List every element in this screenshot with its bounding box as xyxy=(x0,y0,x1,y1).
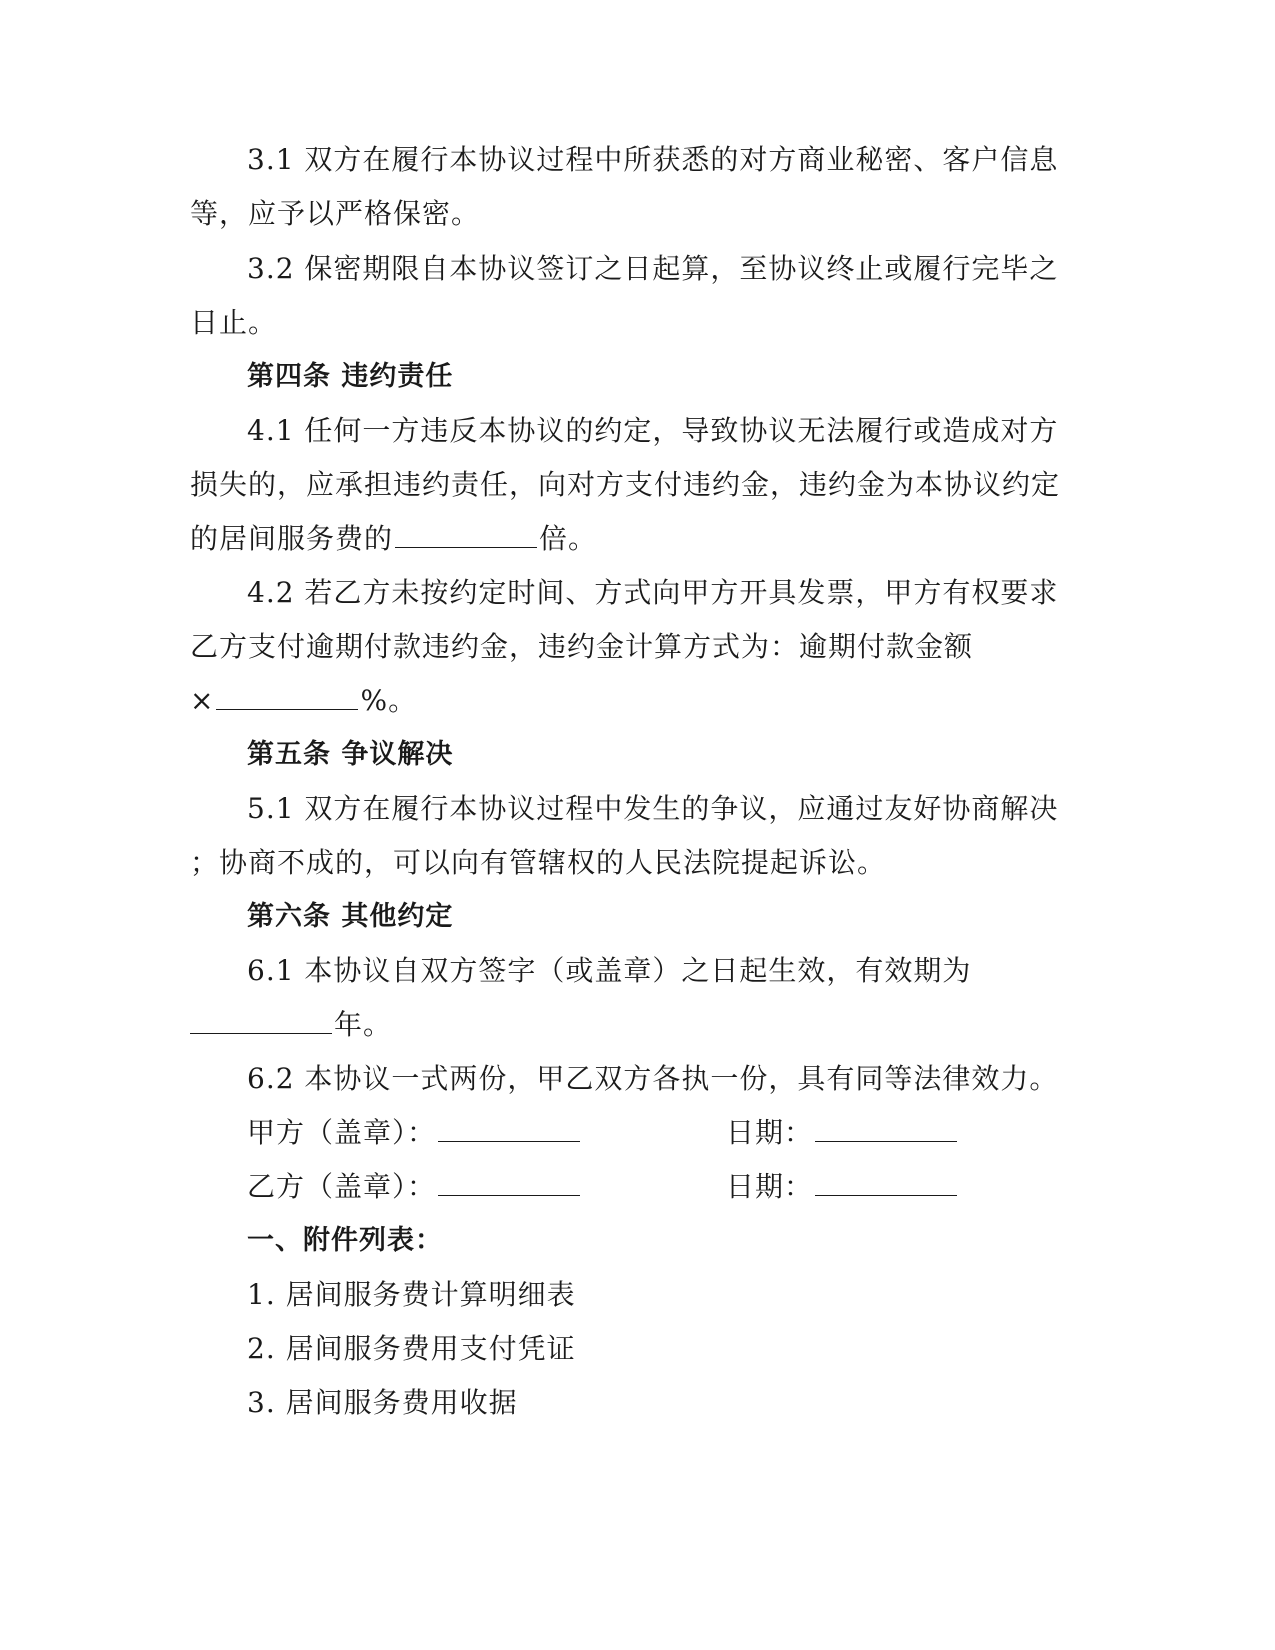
percentage-blank xyxy=(216,683,358,710)
party-a-label: 甲方（盖章）： xyxy=(247,1116,437,1149)
party-b-label: 乙方（盖章）： xyxy=(247,1170,437,1203)
clause-4-1-line-1: 4.1 任何一方违反本协议的约定，导致协议无法履行或造成对方 xyxy=(247,414,1059,447)
attachment-item: 1. 居间服务费计算明细表 xyxy=(247,1278,576,1311)
attachment-item: 2. 居间服务费用支付凭证 xyxy=(247,1332,576,1365)
party-b-signature-blank xyxy=(438,1169,580,1196)
multiplier-blank xyxy=(395,521,537,548)
clause-4-1-line-2: 损失的，应承担违约责任，向对方支付违约金，违约金为本协议约定 xyxy=(190,468,1061,501)
clause-4-2-line-2: 乙方支付逾期付款违约金，违约金计算方式为：逾期付款金额 xyxy=(190,630,974,663)
clause-6-1-text-after-blank: 年。 xyxy=(334,1008,393,1041)
article-5-heading: 第五条 争议解决 xyxy=(247,739,454,770)
clause-5-1-line-1: 5.1 双方在履行本协议过程中发生的争议，应通过友好协商解决 xyxy=(247,792,1059,825)
validity-years-blank xyxy=(190,1007,332,1034)
clause-3-1-line-1: 3.1 双方在履行本协议过程中所获悉的对方商业秘密、客户信息 xyxy=(247,143,1059,176)
clause-4-2-line-1: 4.2 若乙方未按约定时间、方式向甲方开具发票，甲方有权要求 xyxy=(247,576,1059,609)
clause-3-2-line-2: 日止。 xyxy=(190,306,278,339)
party-b-date-row xyxy=(726,1169,959,1205)
clause-3-2-line-1: 3.2 保密期限自本协议签订之日起算，至协议终止或履行完毕之 xyxy=(247,252,1059,285)
clause-5-1-line-2: ；协商不成的，可以向有管辖权的人民法院提起诉讼。 xyxy=(190,846,887,879)
party-a-signature-blank xyxy=(438,1115,580,1142)
attachment-item: 3. 居间服务费用收据 xyxy=(247,1386,518,1419)
party-b-date-blank xyxy=(815,1169,957,1196)
party-a-signature-row xyxy=(247,1115,582,1151)
party-b-signature-row xyxy=(247,1169,582,1205)
article-6-heading: 第六条 其他约定 xyxy=(247,901,454,932)
clause-6-2: 6.2 本协议一式两份，甲乙双方各执一份，具有同等法律效力。 xyxy=(247,1062,1059,1095)
clause-4-1-text-before-blank: 的居间服务费的 xyxy=(190,522,394,555)
party-a-date-blank xyxy=(815,1115,957,1142)
clause-6-1-line-1: 6.1 本协议自双方签字（或盖章）之日起生效，有效期为 xyxy=(247,954,972,987)
clause-4-1-line-3 xyxy=(190,521,597,557)
party-a-date-row xyxy=(726,1115,959,1151)
percent-sign: %。 xyxy=(360,684,418,717)
clause-6-1-line-2 xyxy=(190,1007,392,1043)
article-4-heading: 第四条 违约责任 xyxy=(247,361,454,392)
clause-4-2-line-3 xyxy=(190,683,417,719)
attachments-heading: 一、附件列表： xyxy=(247,1225,443,1256)
clause-3-1-line-2: 等，应予以严格保密。 xyxy=(190,197,481,230)
clause-4-1-text-after-blank: 倍。 xyxy=(539,522,598,555)
party-b-date-label: 日期： xyxy=(726,1170,814,1203)
party-a-date-label: 日期： xyxy=(726,1116,814,1149)
multiply-sign: × xyxy=(190,684,215,717)
